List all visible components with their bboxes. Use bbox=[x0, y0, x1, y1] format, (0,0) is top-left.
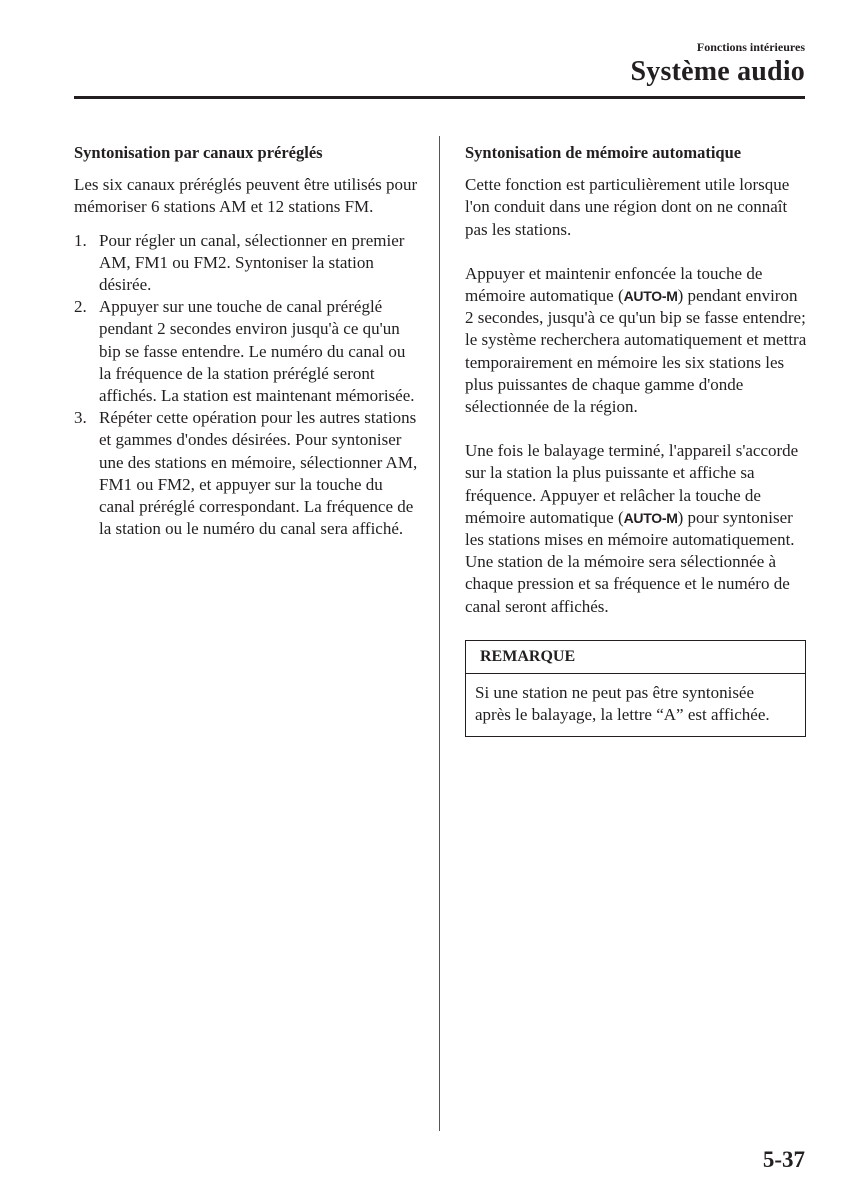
column-divider bbox=[439, 136, 440, 1131]
step-item bbox=[74, 407, 419, 540]
step-number: 3. bbox=[74, 408, 87, 428]
header-rule bbox=[74, 96, 805, 99]
intro-paragraph: Les six canaux préréglés peuvent être utilisés pour mémoriser 6 stations AM et 12 stations FM. bbox=[74, 175, 418, 217]
section-heading-preset: Syntonisation par canaux préréglés bbox=[74, 143, 323, 162]
auto-m-key-label: AUTO-M bbox=[623, 288, 678, 305]
text-segment: Appuyer et maintenir enfoncée la touche de mémoire automatique ( bbox=[465, 263, 763, 306]
step-text: Appuyer sur une touche de canal préréglé pendant 2 secondes environ jusqu'à ce qu'un bip se fasse entendre. Le numéro du canal ou la fréquence de la station préréglé seront affichés. La station est maintenant mémorisée. bbox=[99, 297, 415, 406]
step-text: Répéter cette opération pour les autres stations et gammes d'ondes désirées. Pour syntoniser une des stations en mémoire, sélectionner AM, FM1 ou FM2, et appuyer sur la touche du canal préréglé correspondant. La fréquence de la station ou le numéro du canal sera affiché. bbox=[99, 408, 418, 539]
note-box bbox=[465, 640, 806, 738]
text-segment: ) pour syntoniser les stations mises en mémoire automatiquement. Une station de la mémoire sera sélectionnée à chaque pression et sa fréquence et le numéro de canal seront affichés. bbox=[465, 507, 795, 616]
section-name: Fonctions intérieures bbox=[696, 40, 805, 54]
step-number: 1. bbox=[74, 230, 87, 250]
text-segment: ) pendant environ 2 secondes, jusqu'à ce qu'un bip se fasse entendre; le système recherchera automatiquement et mettra temporairement en mémoire les six stations les plus puissantes de chaque gamme d'onde sélectionnée de la région. bbox=[465, 286, 807, 417]
section-heading-auto-memory: Syntonisation de mémoire automatique bbox=[465, 143, 742, 162]
step-number: 2. bbox=[74, 297, 87, 317]
page-number: 5-37 bbox=[762, 1147, 805, 1172]
page-title: Système audio bbox=[630, 56, 805, 87]
note-title: REMARQUE bbox=[466, 641, 805, 674]
text-segment: Une fois le balayage terminé, l'appareil s'accorde sur la station la plus puissante et affiche sa fréquence. Appuyer et relâcher la touche de mémoire automatique ( bbox=[465, 441, 799, 527]
step-text: Pour régler un canal, sélectionner en premier AM, FM1 ou FM2. Syntoniser la station désirée. bbox=[99, 230, 405, 295]
auto-memory-intro: Cette fonction est particulièrement utile lorsque l'on conduit dans une région dont on ne connaît pas les stations. bbox=[465, 175, 790, 239]
note-text: Si une station ne peut pas être syntonisée après le balayage, la lettre “A” est affichée. bbox=[475, 683, 770, 725]
right-column bbox=[465, 142, 810, 737]
auto-m-key-label: AUTO-M bbox=[623, 509, 678, 526]
step-item bbox=[74, 230, 419, 297]
step-item bbox=[74, 296, 419, 407]
auto-memory-instructions bbox=[465, 263, 810, 418]
left-column bbox=[74, 142, 419, 540]
steps-list bbox=[74, 230, 419, 541]
auto-memory-scan-result bbox=[465, 440, 810, 618]
